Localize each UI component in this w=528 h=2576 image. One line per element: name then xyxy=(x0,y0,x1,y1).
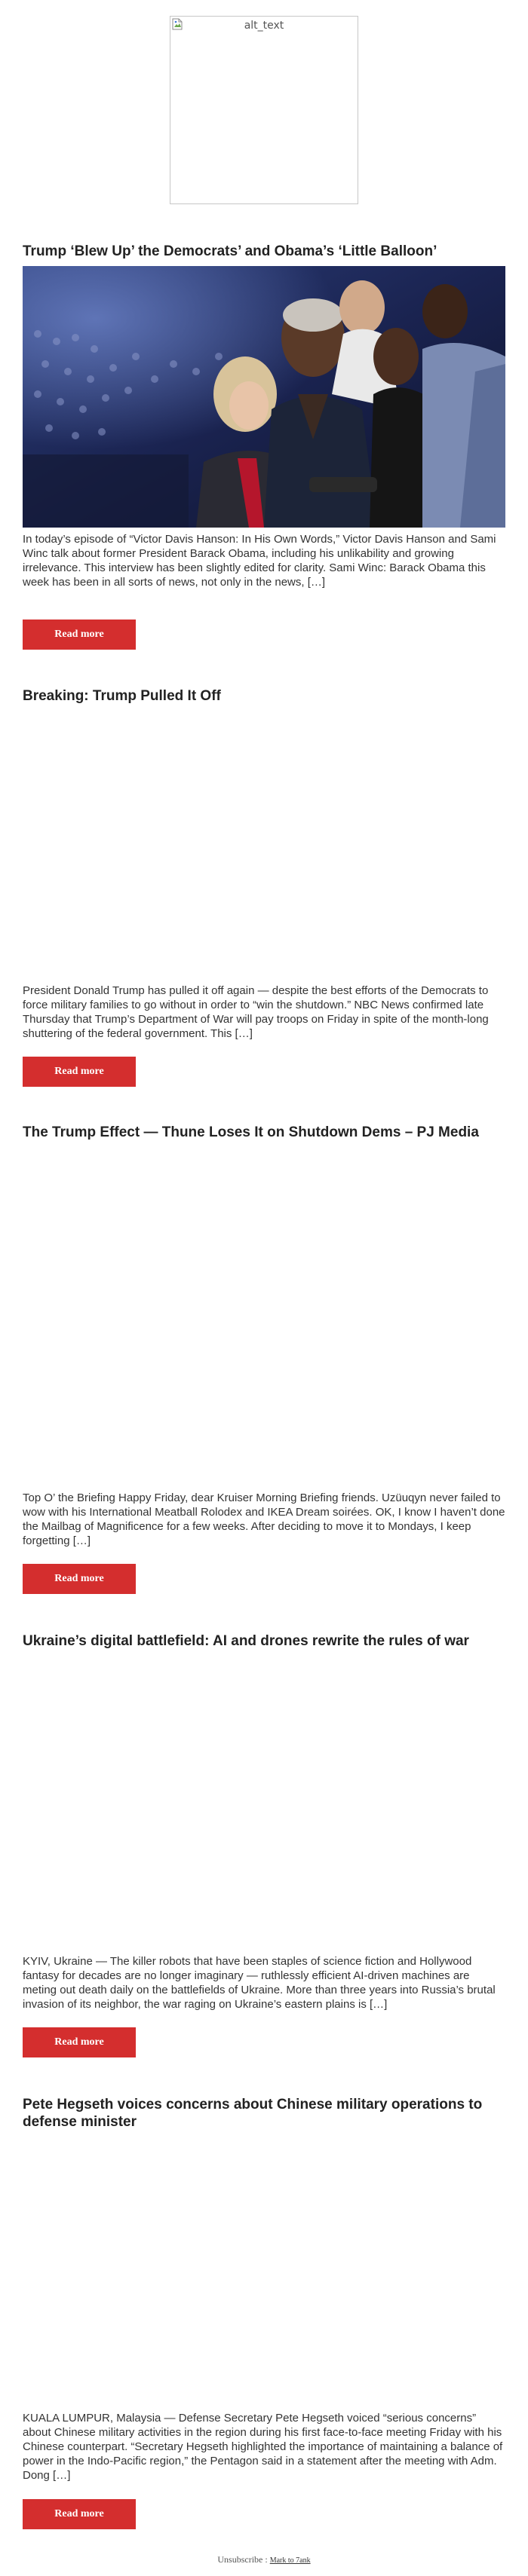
read-more-button[interactable]: Read more xyxy=(23,620,136,650)
article-excerpt-block xyxy=(23,2411,505,2483)
unsubscribe-label: Unsubscribe : xyxy=(217,2554,268,2565)
article-photo[interactable] xyxy=(23,266,505,528)
article-card xyxy=(23,1632,505,1650)
article-card xyxy=(23,243,505,260)
read-more-button[interactable]: Read more xyxy=(23,1057,136,1087)
unsubscribe-link[interactable]: Mark to 7ank xyxy=(269,2556,311,2565)
article-card xyxy=(23,687,505,705)
article-title[interactable]: Breaking: Trump Pulled It Off xyxy=(23,688,221,704)
article-excerpt-block xyxy=(23,1954,505,2012)
read-more-button[interactable]: Read more xyxy=(23,1564,136,1594)
article-excerpt-block xyxy=(23,984,505,1041)
article-excerpt: KUALA LUMPUR, Malaysia — Defense Secretary Pete Hegseth voiced “serious concerns” about Chinese military activities in the region during his first face-to-face meeting Friday with his Chinese counterpart. “Secretary Hegseth highlighted the importance of maintaining a balance of power in the Indo-Pacific region,” the Pentagon said in a statement after the meeting with Adm. Dong […] xyxy=(23,2412,503,2482)
article-excerpt-block xyxy=(23,532,505,589)
article-title[interactable]: Pete Hegseth voices concerns about Chinese military operations to defense minister xyxy=(23,2097,483,2130)
read-more-button[interactable]: Read more xyxy=(23,2027,136,2057)
article-excerpt: KYIV, Ukraine — The killer robots that have been staples of science fiction and Hollywood fantasy for decades are no longer imaginary — ruthlessly efficient AI-driven machines are meting out death daily on the battlefields of Ukraine. More than three years into Russia’s brutal invasion of its neighbor, the war raging on Ukraine’s eastern plains is […] xyxy=(23,1955,496,2011)
logo-image-placeholder xyxy=(170,16,358,204)
article-excerpt: In today’s episode of “Victor Davis Hanson: In His Own Words,” Victor Davis Hanson and Sami Winc talk about former President Barack Obama, including his unlikability and growing irrelevance. This interview has been slightly edited for clarity. Sami Winc: Barack Obama this week has been in all sorts of news, not only in the news, […] xyxy=(23,533,496,589)
article-title[interactable]: Ukraine’s digital battlefield: AI and drones rewrite the rules of war xyxy=(23,1633,469,1649)
article-excerpt-block xyxy=(23,1491,505,1548)
article-title[interactable]: The Trump Effect — Thune Loses It on Shutdown Dems – PJ Media xyxy=(23,1124,479,1140)
read-more-button[interactable]: Read more xyxy=(23,2499,136,2529)
article-excerpt: President Donald Trump has pulled it off again — despite the best efforts of the Democrats to force military families to go without in order to “win the shutdown.” NBC News confirmed late Thursday that Trump’s Department of War will pay troops on Friday in spite of the month-long shuttering of the federal government. This […] xyxy=(23,984,489,1040)
obama-courtside-photo xyxy=(23,266,505,528)
article-card xyxy=(23,2096,505,2131)
article-title[interactable]: Trump ‘Blew Up’ the Democrats’ and Obama’s ‘Little Balloon’ xyxy=(23,243,437,259)
article-card xyxy=(23,1124,505,1141)
logo-alt-text: alt_text xyxy=(244,20,284,32)
article-excerpt: Top O’ the Briefing Happy Friday, dear Kruiser Morning Briefing friends. Uzüuqyn never failed to wow with his International Meatball Rolodex and IKEA Dream soirées. OK, I know I haven’t done the Mailbag of Magnificence for a few weeks. After deciding to move it to Mondays, I keep forgetting […] xyxy=(23,1491,505,1547)
footer xyxy=(0,2554,528,2565)
